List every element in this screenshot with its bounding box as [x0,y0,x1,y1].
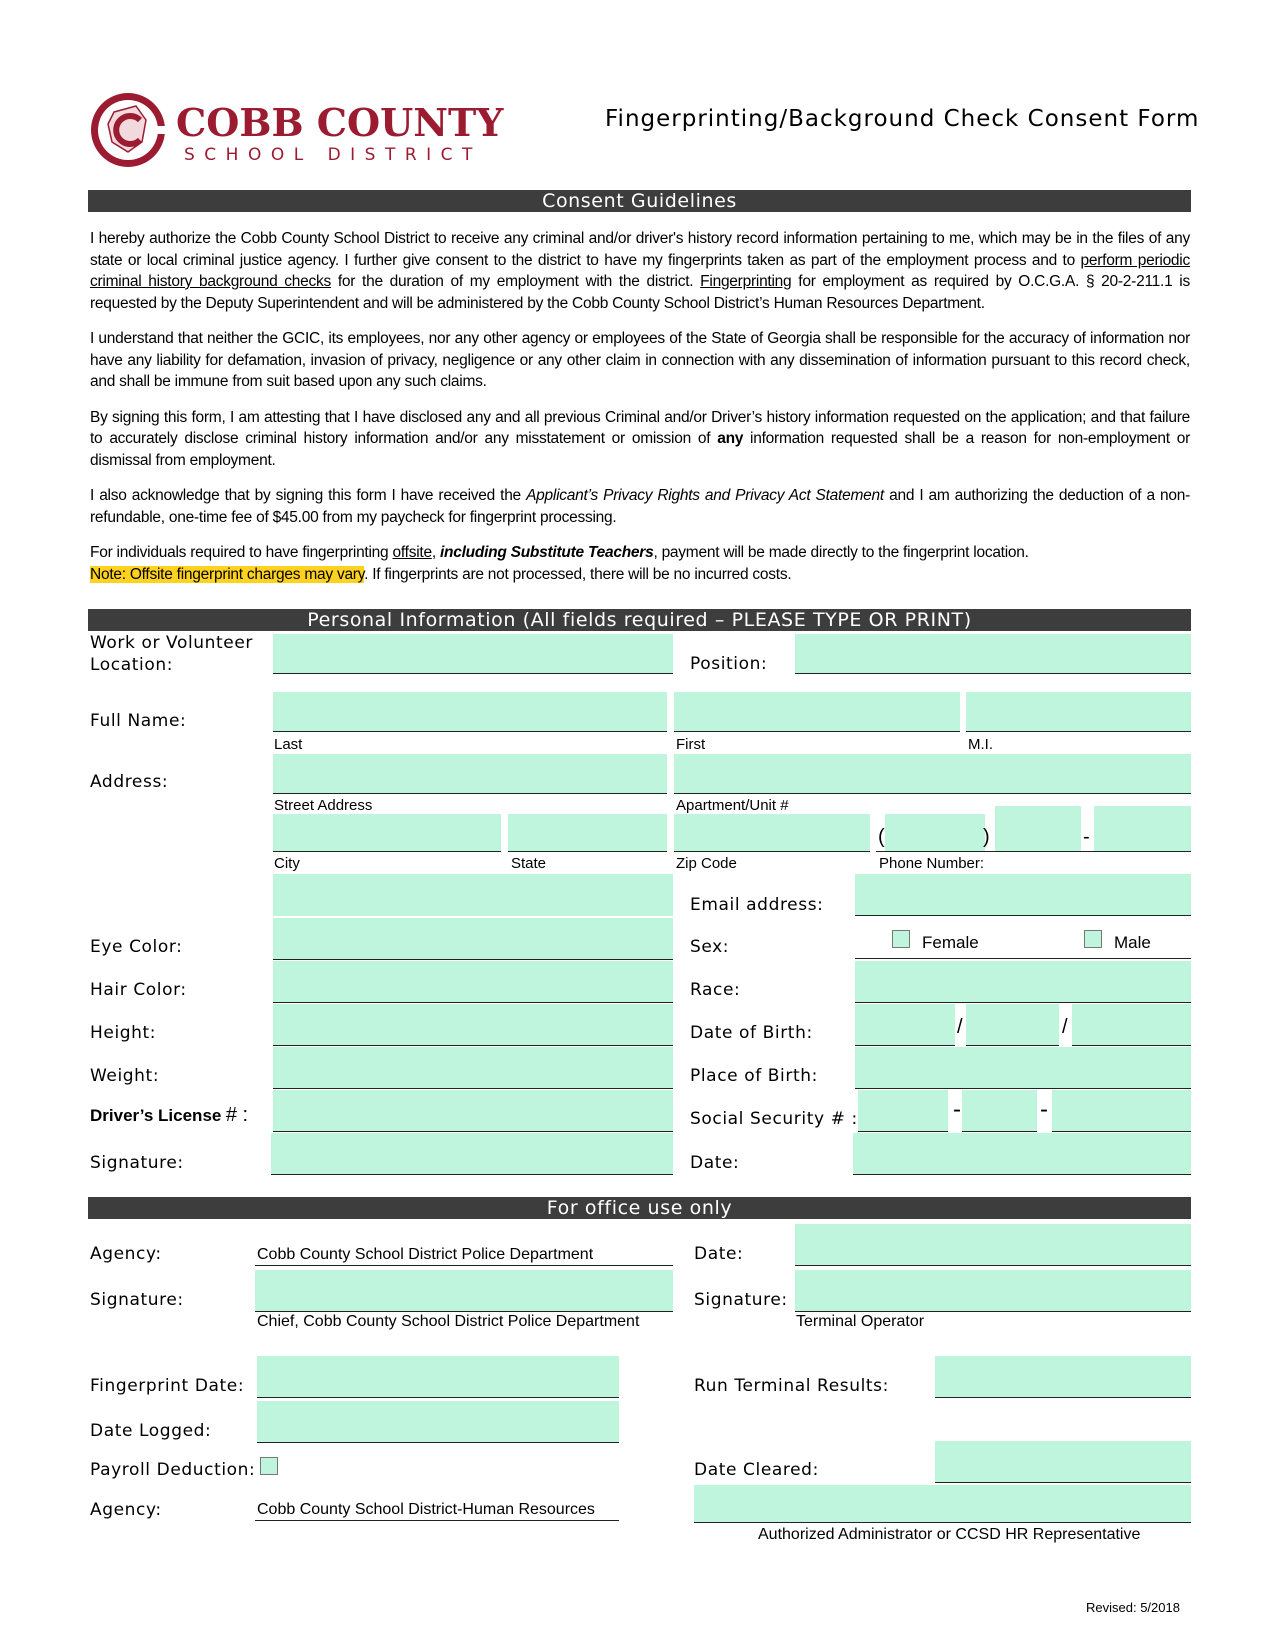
operator-signature-label: Signature: [694,1290,788,1310]
district-name: COBB COUNTY [176,100,504,145]
office-signature-label: Signature: [90,1290,184,1310]
male-label: Male [1114,933,1151,952]
blank-address-field[interactable] [273,874,673,916]
phone-prefix-field[interactable] [995,806,1081,852]
district-seal-icon [88,90,168,170]
authorized-signature-field[interactable] [694,1485,1191,1523]
phone-underline [876,851,1191,852]
female-checkbox[interactable] [892,930,910,948]
male-checkbox[interactable] [1084,930,1102,948]
full-name-label: Full Name: [90,711,187,731]
ssn-dash-2: - [1040,1096,1048,1123]
phone-caption: Phone Number: [879,855,985,872]
phone-dash: - [1083,826,1090,848]
dob-year-field[interactable] [1072,1004,1191,1046]
fingerprint-date-field[interactable] [257,1356,619,1398]
signature-field[interactable] [271,1133,673,1175]
license-field[interactable] [273,1090,673,1132]
last-name-field[interactable] [273,692,667,732]
chief-signature-field[interactable] [255,1270,673,1312]
female-label: Female [922,933,979,952]
hr-agency-value: Cobb County School District-Human Resources [257,1501,595,1518]
zip-caption: Zip Code [676,855,737,872]
date-logged-label: Date Logged: [90,1421,212,1441]
office-agency-label: Agency: [90,1244,162,1264]
weight-field[interactable] [273,1047,673,1089]
state-field[interactable] [508,814,667,852]
weight-label: Weight: [90,1066,160,1086]
date-cleared-field[interactable] [935,1441,1191,1483]
eye-color-field[interactable] [273,918,673,960]
fingerprint-date-label: Fingerprint Date: [90,1376,245,1396]
license-label: Driver’s License # : [90,1104,249,1126]
sex-underline [855,958,1191,959]
consent-paragraph-3: By signing this form, I am attesting that I have disclosed any and all previous Criminal and/or Driver’s history information requested on the application; and that failure to accurately disclose criminal history information and/or any misstatement or omission of any information requested shall be a reason for non-employment or dismissal from employment. [90,408,1190,469]
hr-agency-label: Agency: [90,1500,162,1520]
consent-heading: Consent Guidelines [88,190,1191,212]
terminal-operator-caption: Terminal Operator [796,1313,925,1330]
office-agency-underline [255,1265,673,1266]
consent-paragraph-5: For individuals required to have fingerprinting offsite, including Substitute Teachers, payment will be made directly to the fingerprint location. Note: Offsite fingerprint charges may vary. If fingerprints are not processed, there will be no incurred costs. [90,544,1029,583]
race-field[interactable] [855,961,1191,1003]
date-cleared-label: Date Cleared: [694,1460,819,1480]
city-field[interactable] [273,814,501,852]
last-caption: Last [274,736,303,753]
run-terminal-field[interactable] [935,1356,1191,1398]
pob-field[interactable] [855,1047,1191,1089]
offsite-charges-note: Note: Offsite fingerprint charges may vary [90,565,365,583]
dob-label: Date of Birth: [690,1023,813,1043]
first-caption: First [676,736,706,753]
district-subtitle: SCHOOL DISTRICT [184,145,482,165]
street-caption: Street Address [274,797,373,814]
position-field[interactable] [795,634,1191,674]
middle-initial-field[interactable] [966,692,1191,732]
email-field[interactable] [855,874,1191,916]
city-caption: City [274,855,300,872]
ssn-group-field[interactable] [962,1090,1037,1132]
consent-paragraph-4: I also acknowledge that by signing this form I have received the Applicant’s Privacy Rights and Privacy Act Statement and I am authorizing the deduction of a non-refundable, one-time fee of $45.00 from my paycheck for fingerprint processing. [90,487,1191,526]
dob-slash-2: / [1062,1016,1068,1038]
date-field[interactable] [853,1133,1191,1175]
phone-paren-open: ( [878,826,885,848]
work-location-label: Work or Volunteer Location: [90,633,254,675]
consent-paragraph-1: I hereby authorize the Cobb County School District to receive any criminal and/or driver's history record information pertaining to me, which may be in the files of any state or local criminal justice agency. I further give consent to the district to have my fingerprints taken as part of the employment process and to perform periodic criminal history background checks for the duration of my employment with the district. Fingerprinting for employment as required by O.C.G.A. § 20-2-211.1 is requested by the Deputy Superintendent and will be administered by the Cobb County School District’s Human Resources Department. [90,230,1190,312]
chief-caption: Chief, Cobb County School District Police Department [257,1313,640,1330]
apt-caption: Apartment/Unit # [676,797,789,814]
street-address-field[interactable] [273,754,667,794]
ssn-serial-field[interactable] [1052,1090,1191,1132]
office-date-field[interactable] [795,1224,1191,1266]
operator-signature-field[interactable] [795,1270,1191,1312]
dob-month-field[interactable] [855,1004,955,1046]
address-label: Address: [90,772,169,792]
payroll-deduction-label: Payroll Deduction: [90,1460,256,1480]
position-label: Position: [690,654,768,674]
phone-area-code-field[interactable] [885,814,985,852]
authorized-caption: Authorized Administrator or CCSD HR Representative [758,1526,1141,1543]
hair-color-field[interactable] [273,961,673,1003]
hr-agency-underline [255,1520,619,1521]
consent-text [90,228,1190,585]
personal-info-heading: Personal Information (All fields required – PLEASE TYPE OR PRINT) [88,609,1191,631]
ssn-label: Social Security # : [690,1109,858,1129]
first-name-field[interactable] [674,692,960,732]
signature-label: Signature: [90,1153,184,1173]
sex-label: Sex: [690,937,730,957]
payroll-deduction-checkbox[interactable] [260,1457,278,1475]
office-use-heading: For office use only [88,1197,1191,1219]
office-date-label: Date: [694,1244,744,1264]
dob-day-field[interactable] [966,1004,1059,1046]
hair-color-label: Hair Color: [90,980,187,1000]
consent-paragraph-2: I understand that neither the GCIC, its employees, nor any other agency or employees of the State of Georgia shall be responsible for the accuracy of information nor have any liability for defamation, invasion of privacy, negligence or any other claim in connection with any dissemination of information pursuant to this record check, and shall be immune from suit based upon any such claims. [90,330,1190,390]
ssn-area-field[interactable] [858,1090,948,1132]
office-agency-value: Cobb County School District Police Department [257,1246,594,1263]
email-label: Email address: [690,895,824,915]
height-field[interactable] [273,1004,673,1046]
district-logo [88,88,504,170]
height-label: Height: [90,1023,157,1043]
pob-label: Place of Birth: [690,1066,818,1086]
form-title: Fingerprinting/Background Check Consent Form [605,106,1200,132]
date-logged-field[interactable] [257,1401,619,1443]
state-caption: State [511,855,547,872]
zip-field[interactable] [674,814,870,852]
apartment-field[interactable] [674,754,1191,794]
ssn-dash-1: - [953,1096,961,1123]
work-location-field[interactable] [273,634,673,674]
run-terminal-label: Run Terminal Results: [694,1376,889,1396]
revised-date: Revised: 5/2018 [1086,1600,1180,1615]
dob-slash-1: / [957,1016,963,1038]
phone-line-field[interactable] [1094,806,1191,852]
date-label: Date: [690,1153,740,1173]
eye-color-label: Eye Color: [90,937,183,957]
race-label: Race: [690,980,741,1000]
mi-caption: M.I. [968,736,993,753]
phone-paren-close: ) [983,826,990,848]
